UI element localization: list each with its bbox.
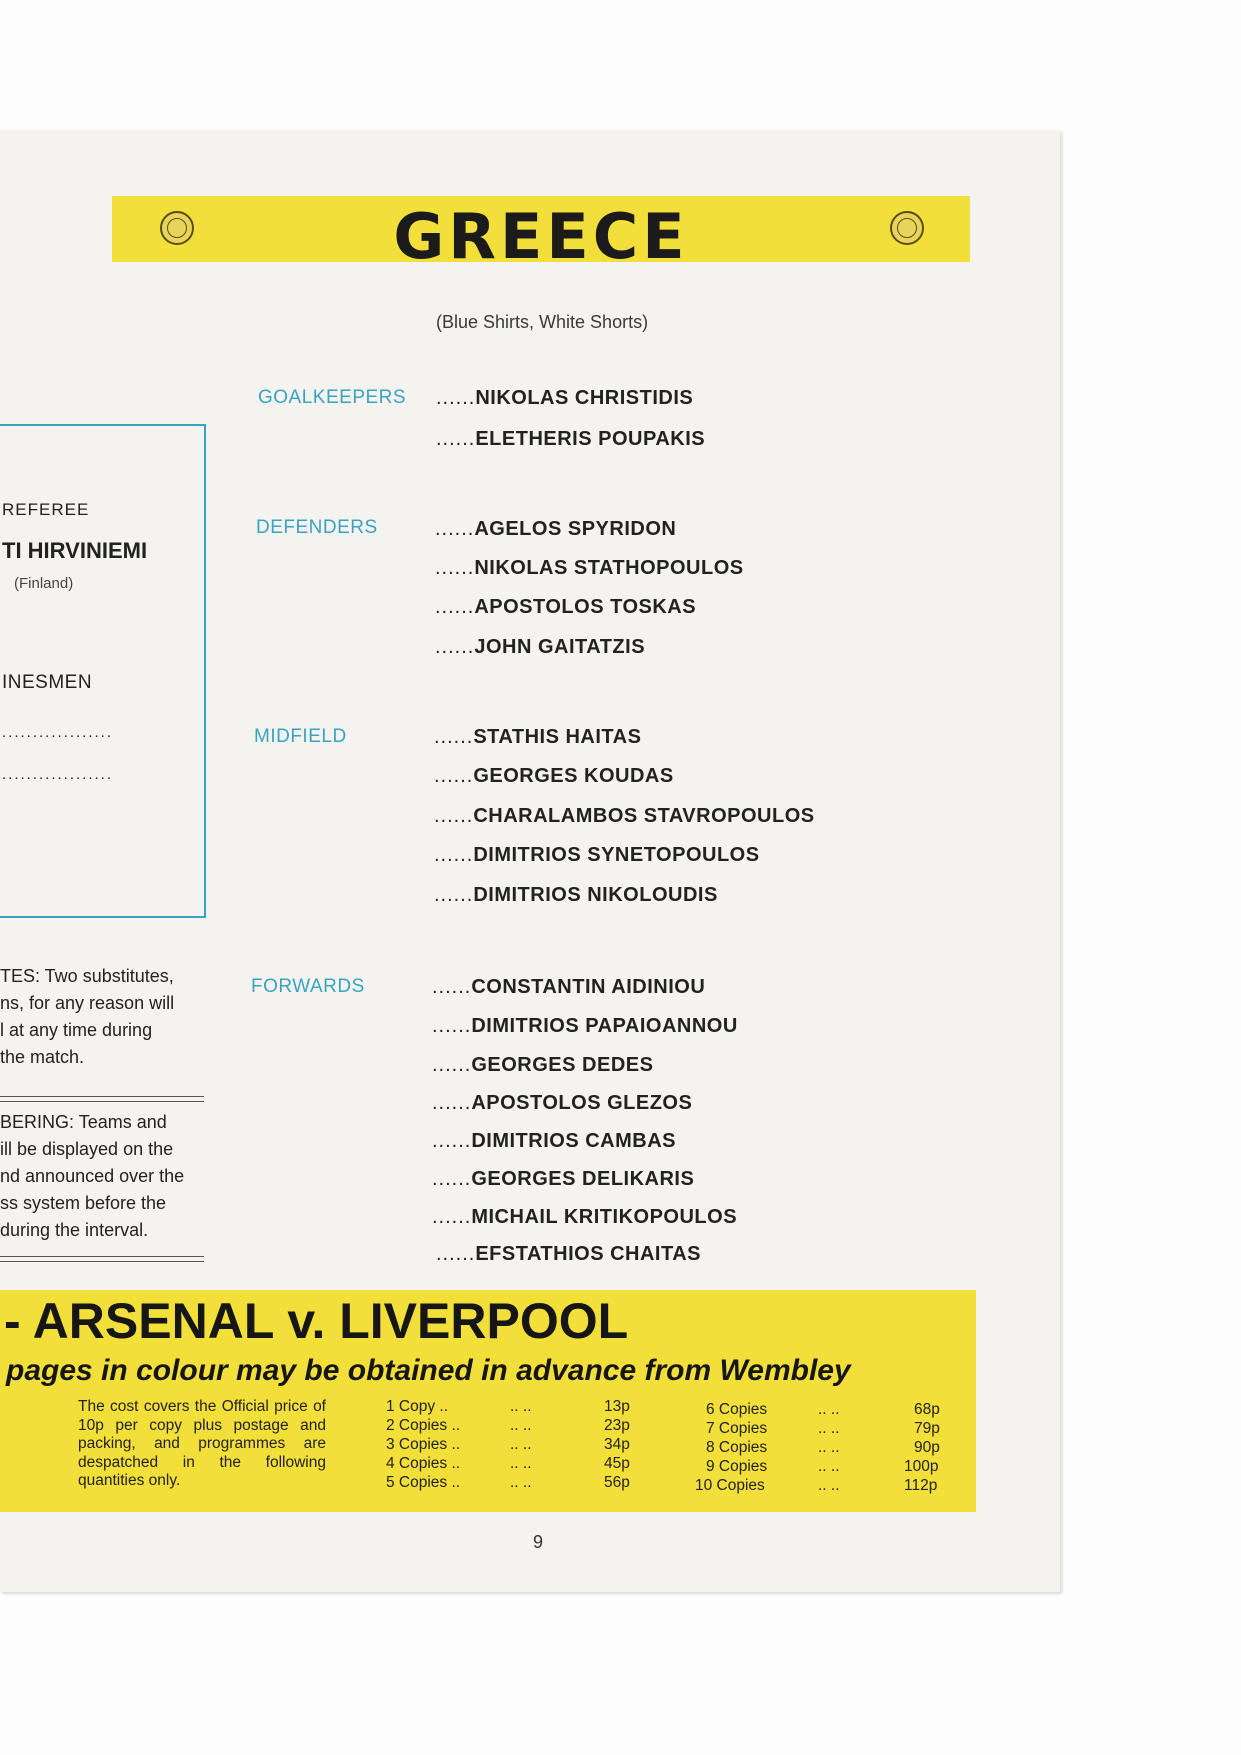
quantity-dots: .. .. — [510, 1455, 532, 1472]
player-name: ELETHERIS POUPAKIS — [475, 428, 706, 450]
player-name: EFSTATHIOS CHAITAS — [475, 1243, 702, 1265]
numbering-note-line: BERING: Teams and — [0, 1112, 167, 1132]
quantity-dots: .. .. — [510, 1417, 532, 1434]
leader-dots: ...... — [432, 1015, 472, 1037]
player-name: DIMITRIOS NIKOLOUDIS — [473, 884, 718, 906]
referee-name: TI HIRVINIEMI — [2, 538, 148, 563]
quantity-dots: .. .. — [510, 1474, 532, 1491]
page-number: 9 — [533, 1532, 544, 1552]
leader-dots: ...... — [432, 1206, 472, 1228]
quantity-dots: .. .. — [818, 1477, 840, 1494]
player-name: CHARALAMBOS STAVROPOULOS — [473, 805, 815, 827]
leader-dots: ...... — [436, 1243, 476, 1265]
colour-pages-line: pages in colour may be obtained in advance from Wembley — [6, 1354, 851, 1387]
player-name: GEORGES DELIKARIS — [471, 1168, 695, 1190]
player-name: MICHAIL KRITIKOPOULOS — [471, 1206, 738, 1228]
leader-dots: ...... — [434, 765, 474, 787]
leader-dots: ...... — [435, 636, 475, 658]
leader-dots: ...... — [434, 884, 474, 906]
quantity-dots: .. .. — [818, 1439, 840, 1456]
leader-dots: ...... — [432, 1092, 472, 1114]
quantity-copies: 7 Copies — [706, 1420, 768, 1437]
referee-label: REFEREE — [2, 500, 90, 519]
player-name: NIKOLAS STATHOPOULOS — [474, 557, 744, 579]
player-entry — [432, 1015, 738, 1038]
player-entry — [432, 1206, 737, 1229]
quantity-copies: 5 Copies .. — [386, 1474, 461, 1491]
player-entry — [436, 428, 705, 451]
leader-dots: ...... — [434, 844, 474, 866]
player-entry — [434, 805, 815, 828]
officials-box — [0, 424, 206, 918]
federation-crest-icon — [890, 211, 924, 245]
player-name: STATHIS HAITAS — [473, 726, 642, 748]
quantity-dots: .. .. — [818, 1458, 840, 1475]
quantity-price: 100p — [904, 1458, 939, 1475]
player-entry — [436, 387, 693, 410]
quantity-dots: .. .. — [818, 1420, 840, 1437]
leader-dots: ...... — [435, 596, 475, 618]
player-name: APOSTOLOS TOSKAS — [474, 596, 697, 618]
player-entry — [435, 518, 676, 541]
player-name: CONSTANTIN AIDINIOU — [471, 976, 706, 998]
numbering-note-line: nd announced over the — [0, 1166, 185, 1186]
numbering-note-line: ss system before the — [0, 1193, 167, 1213]
quantity-price: 34p — [604, 1436, 630, 1453]
forwards-label: FORWARDS — [251, 976, 365, 997]
linesmen-label: INESMEN — [2, 672, 93, 693]
leader-dots: ...... — [434, 726, 474, 748]
quantity-copies: 4 Copies .. — [386, 1455, 461, 1472]
player-entry — [434, 884, 718, 907]
quantity-price: 90p — [914, 1439, 940, 1456]
kit-description: (Blue Shirts, White Shorts) — [436, 312, 649, 332]
quantity-copies: 1 Copy .. — [386, 1398, 449, 1415]
goalkeepers-label: GOALKEEPERS — [258, 387, 407, 408]
player-name: GEORGES DEDES — [471, 1054, 654, 1076]
player-entry — [436, 1243, 701, 1266]
player-entry — [435, 636, 645, 659]
divider — [0, 1101, 204, 1102]
quantity-copies: 6 Copies — [706, 1401, 768, 1418]
leader-dots: ...... — [432, 1054, 472, 1076]
divider — [0, 1096, 204, 1097]
leader-dots: ...... — [434, 805, 474, 827]
quantity-price: 112p — [904, 1477, 938, 1494]
quantity-price: 68p — [914, 1401, 940, 1418]
player-entry — [434, 844, 760, 867]
player-entry — [432, 976, 705, 999]
team-title: GREECE — [393, 200, 689, 273]
referee-country: (Finland) — [14, 575, 74, 592]
quantity-copies: 3 Copies .. — [386, 1436, 461, 1453]
linesman-line: .................. — [2, 724, 114, 741]
quantity-price: 79p — [914, 1420, 940, 1437]
quantity-copies: 8 Copies — [706, 1439, 768, 1456]
player-entry — [435, 596, 696, 619]
player-name: DIMITRIOS SYNETOPOULOS — [473, 844, 760, 866]
leader-dots: ...... — [432, 1168, 472, 1190]
substitutes-note-line: ns, for any reason will — [0, 993, 175, 1013]
quantity-dots: .. .. — [510, 1436, 532, 1453]
title-band — [112, 196, 970, 273]
quantity-price: 45p — [604, 1455, 630, 1472]
leader-dots: ...... — [435, 557, 475, 579]
leader-dots: ...... — [436, 428, 476, 450]
leader-dots: ...... — [435, 518, 475, 540]
leader-dots: ...... — [432, 1130, 472, 1152]
player-entry — [432, 1130, 676, 1153]
quantity-copies: 10 Copies — [695, 1477, 765, 1494]
player-entry — [435, 557, 744, 580]
player-name: AGELOS SPYRIDON — [474, 518, 677, 540]
defenders-label: DEFENDERS — [256, 517, 378, 538]
midfield-label: MIDFIELD — [254, 726, 347, 747]
quantity-copies: 2 Copies .. — [386, 1417, 461, 1434]
player-name: GEORGES KOUDAS — [473, 765, 674, 787]
quantity-price: 56p — [604, 1474, 630, 1491]
numbering-note-line: during the interval. — [0, 1220, 149, 1240]
player-name: NIKOLAS CHRISTIDIS — [475, 387, 694, 409]
leader-dots: ...... — [432, 976, 472, 998]
player-name: DIMITRIOS CAMBAS — [471, 1130, 677, 1152]
linesman-line: .................. — [2, 766, 114, 783]
divider — [0, 1256, 204, 1257]
leader-dots: ...... — [436, 387, 476, 409]
player-entry — [432, 1168, 694, 1191]
quantity-dots: .. .. — [510, 1398, 532, 1415]
player-entry — [434, 726, 641, 749]
match-title: - ARSENAL v. LIVERPOOL — [4, 1293, 629, 1349]
player-entry — [432, 1092, 692, 1115]
player-name: APOSTOLOS GLEZOS — [471, 1092, 693, 1114]
substitutes-note-line: the match. — [0, 1047, 85, 1067]
player-name: JOHN GAITATZIS — [474, 636, 646, 658]
quantity-price: 23p — [604, 1417, 630, 1434]
substitutes-note-line: TES: Two substitutes, — [0, 966, 174, 986]
quantity-price: 13p — [604, 1398, 630, 1415]
cost-note: The cost covers the Official price of 10p per copy plus postage and packing, and programmes are despatched in the following quantities only. — [78, 1398, 326, 1489]
substitutes-note-line: l at any time during — [0, 1020, 153, 1040]
player-name: DIMITRIOS PAPAIOANNOU — [471, 1015, 738, 1037]
player-entry — [434, 765, 674, 788]
quantity-copies: 9 Copies — [706, 1458, 768, 1475]
numbering-note-line: ill be displayed on the — [0, 1139, 174, 1159]
divider — [0, 1261, 204, 1262]
quantity-dots: .. .. — [818, 1401, 840, 1418]
player-entry — [432, 1054, 653, 1077]
